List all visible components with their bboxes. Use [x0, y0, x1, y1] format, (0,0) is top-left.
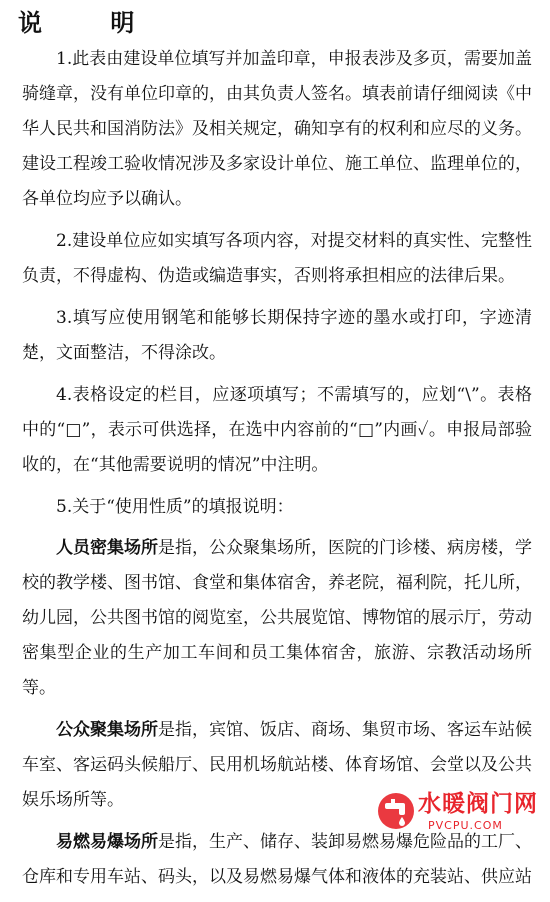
- instruction-paragraph-1: 1.此表由建设单位填写并加盖印章，申报表涉及多页，需要加盖骑缝章，没有单位印章的，由其负责人签名。填表前请仔细阅读《中华人民共和国消防法》及相关规定，确知享有的权利和应尽的义务。建设工程竣工验收情况涉及多家设计单位、施工单位、监理单位的，各单位均应予以确认。: [22, 49, 532, 209]
- definition-crowded-places: [22, 531, 532, 706]
- page-title: 说 明: [18, 9, 165, 37]
- instructions-body: [22, 42, 532, 902]
- definition-text: 是指，公众聚集场所，医院的门诊楼、病房楼，学校的教学楼、图书馆、食堂和集体宿舍，养老院，福利院，托儿所，幼儿园，公共图书馆的阅览室，公共展览馆、博物馆的展示厅，劳动密集型企业的生产加工车间和员工集体宿舍，旅游、宗教活动场所等。: [22, 538, 532, 698]
- definition-text: 是指，宾馆、饭店、商场、集贸市场、客运车站候车室、客运码头候船厅、民用机场航站楼、体育场馆、会堂以及公共娱乐场所等。: [22, 720, 532, 810]
- instruction-paragraph-4: 4.表格设定的栏目，应逐项填写；不需填写的，应划“\”。表格中的“□”，表示可供选择，在选中内容前的“□”内画✓。申报局部验收的，在“其他需要说明的情况”中注明。: [22, 385, 532, 475]
- watermark-url: PVCPU.COM: [428, 819, 503, 832]
- definition-text: 是指，生产、储存、装卸易燃易爆危险品的工厂、仓库和专用车站、码头，以及易燃易爆气体和液体的充装站、供应站: [22, 832, 532, 887]
- definition-term: 人员密集场所: [56, 538, 158, 558]
- definition-term: 公众聚集场所: [56, 720, 158, 740]
- faucet-drop-icon: [376, 791, 416, 831]
- instruction-paragraph-2: 2.建设单位应如实填写各项内容，对提交材料的真实性、完整性负责，不得虚构、伪造或编造事实，否则将承担相应的法律后果。: [22, 231, 532, 286]
- watermark-brand: 水暖阀门网: [418, 791, 538, 817]
- site-watermark: [376, 789, 544, 837]
- definition-term: 易燃易爆场所: [56, 832, 158, 852]
- instruction-paragraph-5: 5.关于“使用性质”的填报说明：: [56, 497, 294, 517]
- instruction-paragraph-3: 3.填写应使用钢笔和能够长期保持字迹的墨水或打印，字迹清楚，文面整洁，不得涂改。: [22, 308, 532, 363]
